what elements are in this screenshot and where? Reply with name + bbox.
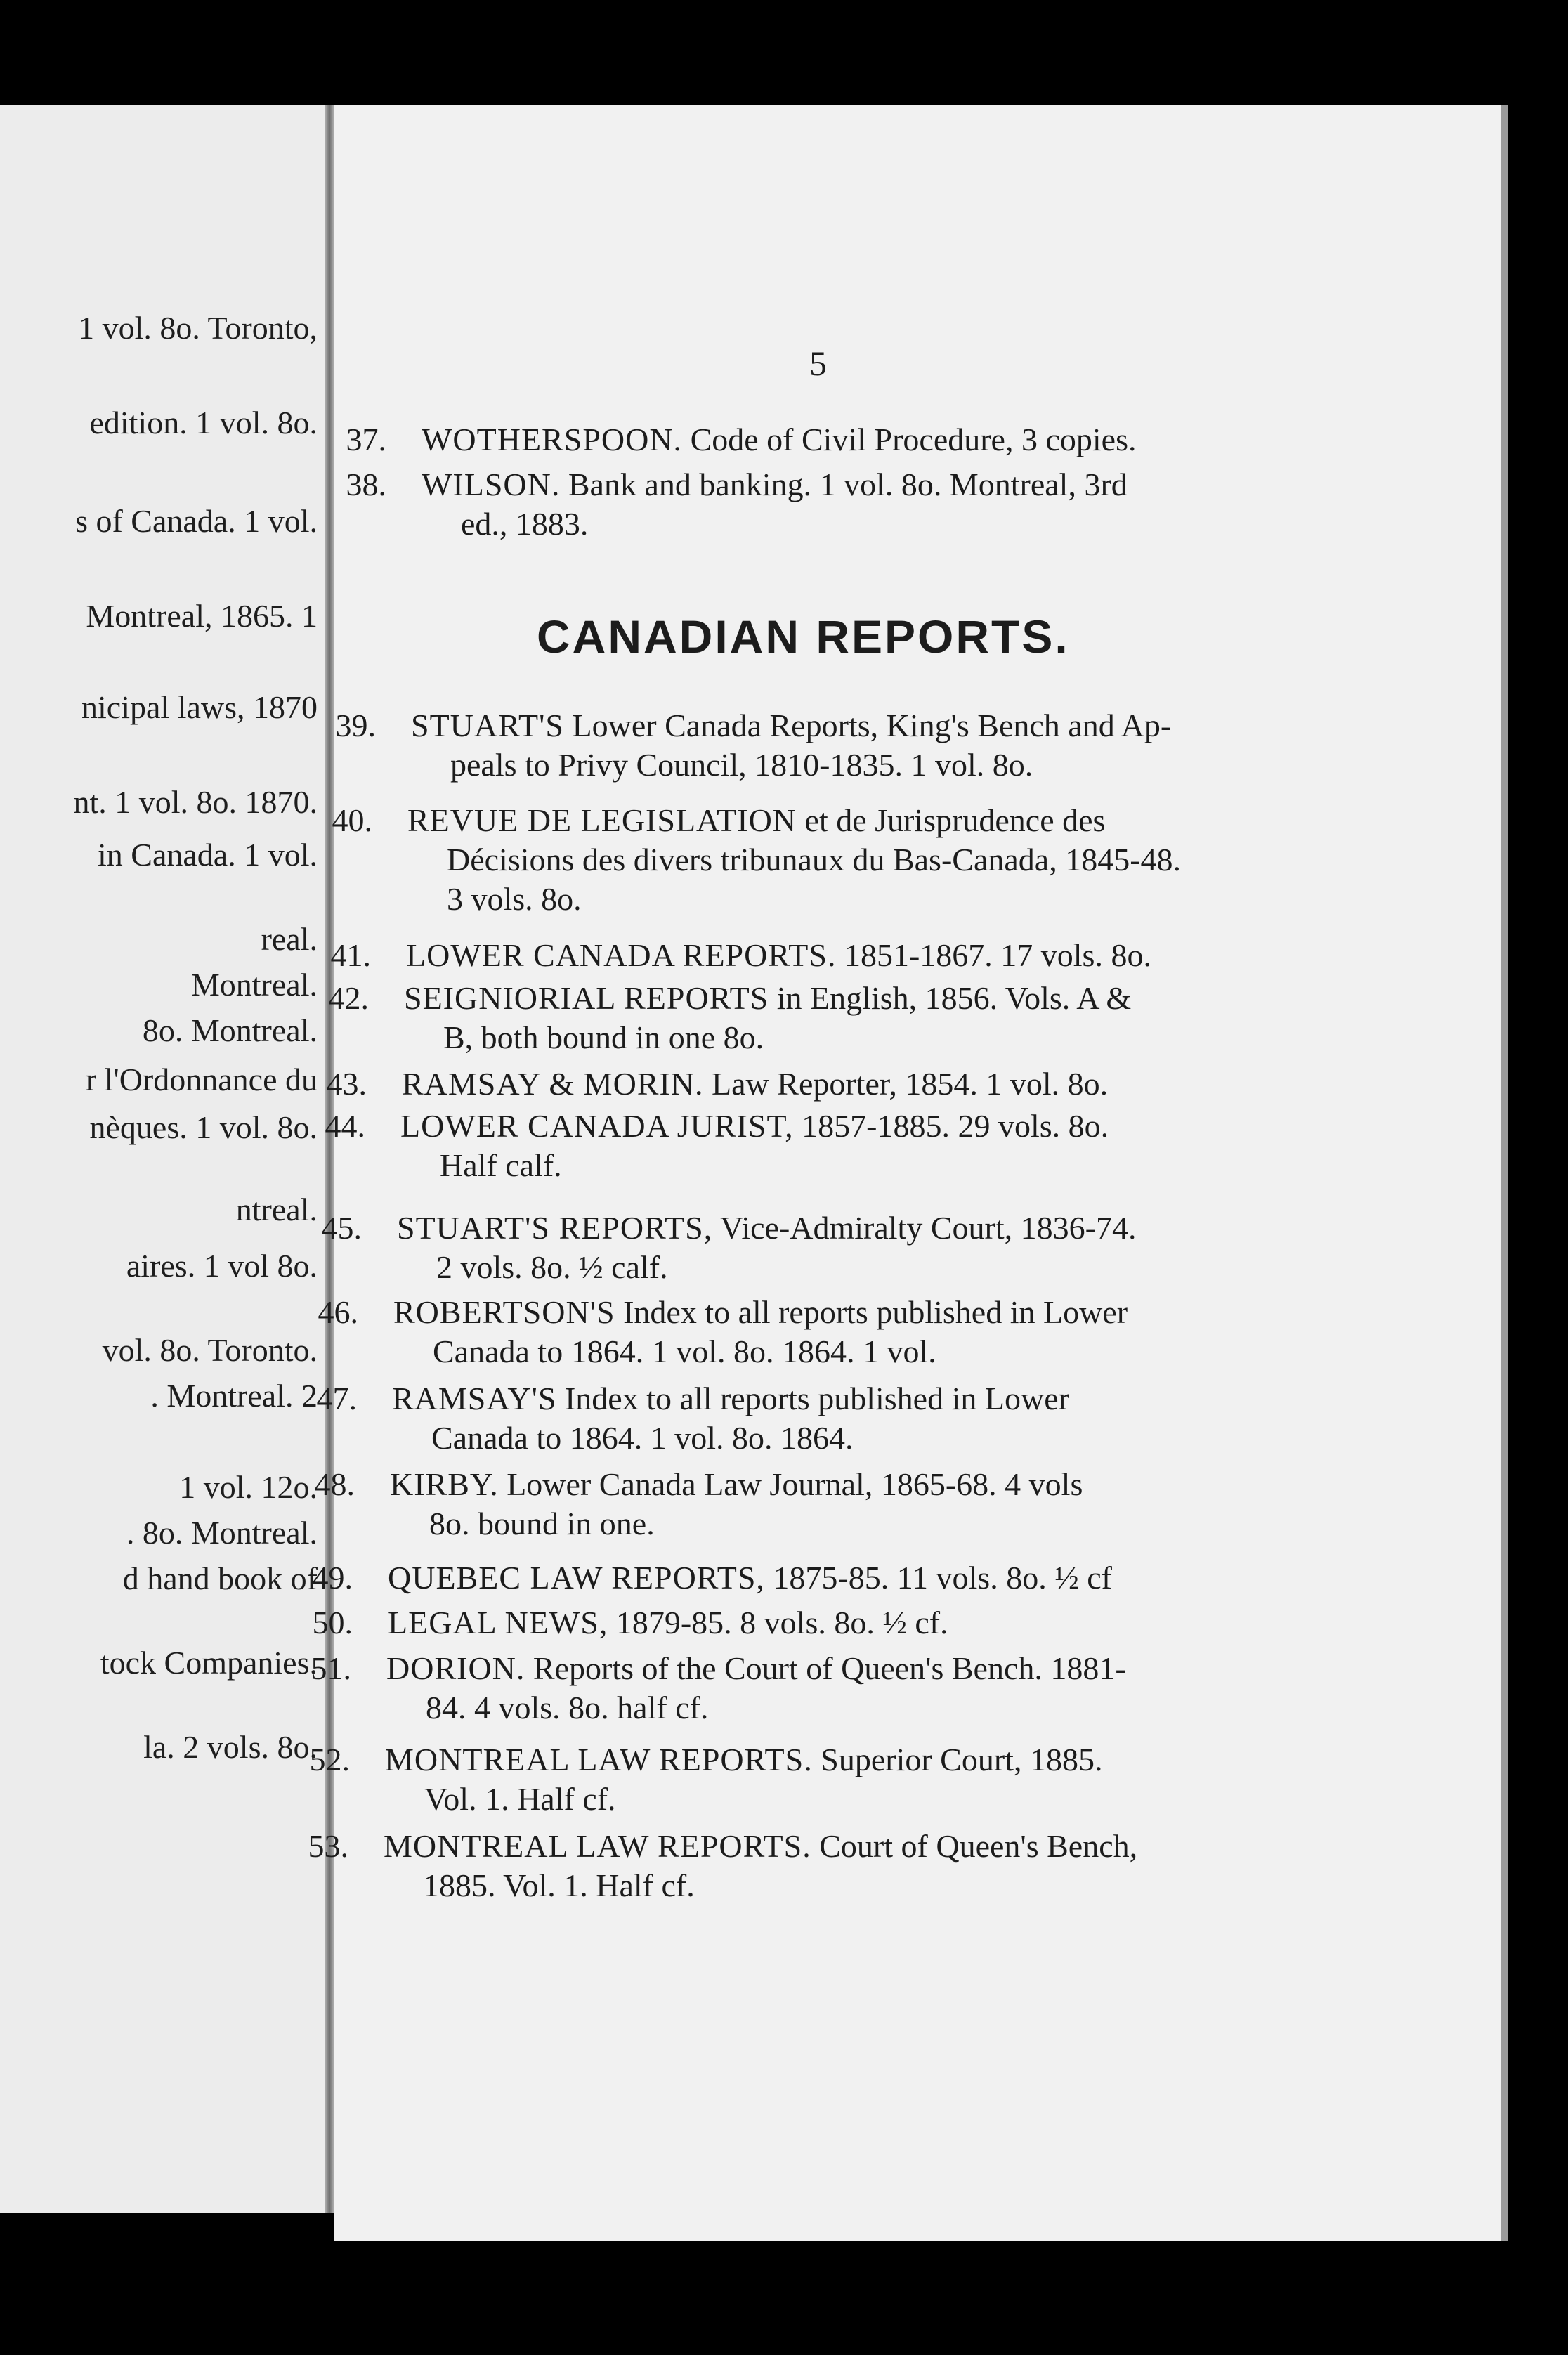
left-page-line: r l'Ordonnance du: [85, 1062, 318, 1097]
entry-number: 53.: [308, 1828, 348, 1864]
entry-text: Law Reporter, 1854. 1 vol. 8o.: [712, 1066, 1109, 1102]
entry-continuation: Vol. 1. Half cf.: [424, 1781, 616, 1817]
entry-number: 40.: [332, 802, 372, 838]
entry-text: Index to all reports published in Lower: [623, 1294, 1128, 1330]
entry-continuation: Canada to 1864. 1 vol. 8o. 1864.: [431, 1420, 854, 1456]
left-page-line: tock Companies.: [100, 1645, 318, 1681]
left-page-line: aires. 1 vol 8o.: [126, 1248, 318, 1284]
entry-number: 49.: [312, 1560, 353, 1596]
entry-continuation: 8o. bound in one.: [429, 1506, 655, 1541]
entry-text: et de Jurisprudence des: [804, 802, 1106, 838]
entry-number: 38.: [346, 467, 386, 502]
entry-continuation: 1885. Vol. 1. Half cf.: [423, 1867, 695, 1903]
left-page-line: 1 vol. 12o.: [179, 1469, 318, 1505]
left-page-line: s of Canada. 1 vol.: [75, 503, 318, 539]
entry-continuation: Canada to 1864. 1 vol. 8o. 1864. 1 vol.: [433, 1333, 936, 1369]
left-page-line: 8o. Montreal.: [142, 1012, 318, 1048]
entry-number: 50.: [312, 1605, 353, 1640]
entry-number: 47.: [316, 1381, 357, 1416]
entry-text: Index to all reports published in Lower: [564, 1381, 1069, 1416]
entry-title: LOWER CANADA JURIST,: [400, 1108, 794, 1144]
left-page: [0, 105, 330, 2213]
entry-title: WOTHERSPOON.: [422, 422, 683, 457]
left-page-line: d hand book of: [122, 1560, 318, 1596]
entry-text: Lower Canada Reports, King's Bench and Ap-: [572, 707, 1172, 743]
entry-title: WILSON.: [422, 467, 561, 502]
entry-text: Reports of the Court of Queen's Bench. 1881-: [533, 1650, 1126, 1686]
entry-title: MONTREAL LAW REPORTS.: [385, 1742, 813, 1777]
entry-continuation: Décisions des divers tribunaux du Bas-Canada, 1845-48.: [447, 842, 1182, 878]
entry-text: 1879-85. 8 vols. 8o. ½ cf.: [615, 1605, 948, 1640]
left-page-line: real.: [261, 921, 318, 957]
section-heading: CANADIAN REPORTS.: [537, 611, 1070, 663]
entry-text: 1875-85. 11 vols. 8o. ½ cf: [773, 1560, 1112, 1596]
entry-title: REVUE DE LEGISLATION: [407, 802, 797, 838]
left-page-line: . Montreal. 2: [150, 1378, 318, 1414]
left-page-line: nèques. 1 vol. 8o.: [89, 1109, 318, 1145]
entry-title: DORION.: [386, 1650, 525, 1686]
entry-number: 39.: [335, 707, 376, 743]
page-edge: [1501, 105, 1508, 2241]
entry-text: Bank and banking. 1 vol. 8o. Montreal, 3rd: [568, 467, 1128, 502]
entry-number: 46.: [318, 1294, 358, 1330]
entry-number: 42.: [328, 980, 369, 1016]
left-page-line: Montreal.: [190, 967, 318, 1003]
entry-number: 51.: [311, 1650, 351, 1686]
entry-title: QUEBEC LAW REPORTS,: [388, 1560, 765, 1596]
entry-continuation: 84. 4 vols. 8o. half cf.: [426, 1690, 709, 1726]
entry-title: RAMSAY & MORIN.: [402, 1066, 704, 1102]
entry-text: Court of Queen's Bench,: [819, 1828, 1138, 1864]
entry-number: 37.: [346, 422, 386, 457]
left-page-line: in Canada. 1 vol.: [98, 837, 318, 873]
entry-text: 1851-1867. 17 vols. 8o.: [844, 937, 1151, 973]
entry-title: LOWER CANADA REPORTS.: [406, 937, 837, 973]
left-page-line: nt. 1 vol. 8o. 1870.: [73, 784, 318, 820]
entry-number: 44.: [325, 1108, 365, 1144]
entry-title: KIRBY.: [390, 1466, 499, 1502]
entry-continuation: 2 vols. 8o. ½ calf.: [436, 1249, 668, 1285]
entry-title: ROBERTSON'S: [393, 1294, 615, 1330]
entry-text: Code of Civil Procedure, 3 copies.: [690, 422, 1137, 457]
left-page-line: edition. 1 vol. 8o.: [89, 405, 318, 441]
entry-continuation: peals to Privy Council, 1810-1835. 1 vol. 8o.: [450, 747, 1033, 783]
entry-title: LEGAL NEWS,: [388, 1605, 608, 1640]
entry-title: RAMSAY'S: [392, 1381, 557, 1416]
left-page-line: 1 vol. 8o. Toronto,: [78, 310, 318, 346]
entry-number: 45.: [321, 1210, 362, 1246]
page-number: 5: [809, 344, 827, 383]
entry-number: 41.: [330, 937, 371, 973]
left-page-line: vol. 8o. Toronto.: [102, 1332, 318, 1368]
left-page-line: Montreal, 1865. 1: [86, 598, 318, 634]
entry-continuation: Half calf.: [440, 1147, 562, 1183]
entry-continuation: ed., 1883.: [461, 506, 589, 542]
entry-title: MONTREAL LAW REPORTS.: [384, 1828, 811, 1864]
entry-text: Superior Court, 1885.: [821, 1742, 1103, 1777]
entry-text: 1857-1885. 29 vols. 8o.: [802, 1108, 1109, 1144]
entry-number: 48.: [314, 1466, 355, 1502]
entry-text: Vice-Admiralty Court, 1836-74.: [719, 1210, 1137, 1246]
left-page-line: ntreal.: [235, 1192, 318, 1227]
left-page-line: . 8o. Montreal.: [126, 1515, 318, 1551]
entry-number: 52.: [309, 1742, 350, 1777]
entry-continuation: B, both bound in one 8o.: [443, 1019, 764, 1055]
entry-title: SEIGNIORIAL REPORTS: [404, 980, 769, 1016]
entry-text: in English, 1856. Vols. A &: [776, 980, 1132, 1016]
entry-title: STUART'S: [411, 707, 565, 743]
left-page-line: la. 2 vols. 8o.: [143, 1729, 318, 1765]
entry-title: STUART'S REPORTS,: [397, 1210, 713, 1246]
entry-continuation: 3 vols. 8o.: [447, 881, 582, 917]
left-page-line: nicipal laws, 1870: [81, 689, 318, 725]
entry-text: Lower Canada Law Journal, 1865-68. 4 vols: [507, 1466, 1083, 1502]
entry-number: 43.: [326, 1066, 367, 1102]
